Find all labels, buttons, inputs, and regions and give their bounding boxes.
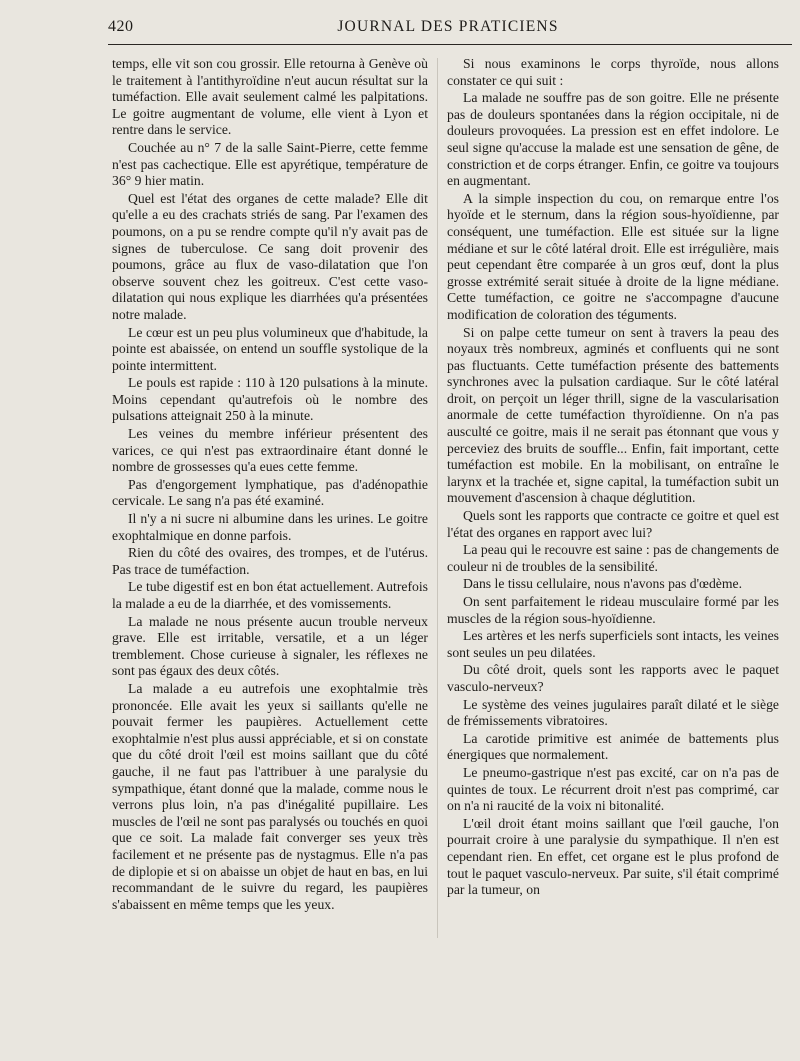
paragraph: La malade a eu autrefois une exophtalmie très prononcée. Elle avait les yeux si saillants qu'elle ne pouvait fermer les paupières. Actuellement cette exophtalmie n'est plus aussi appréciable, et si on constate que du côté droit l'œil est moins saillant que du côté gauche, il ne faut pas l'attribuer à une paralysie du sympathique, étant donné que la malade, comme nous le verrons plus loin, n'a pas d'inégalité pupillaire. Les muscles de l'œil ne sont pas paralysés ou touchés en quoi que ce soit. La malade fait converger ses yeux très facilement et ne présente pas de nystagmus. Elle n'a pas de diplopie et si on abaisse un objet de haut en bas, en lui recommandant de le suivre du regard, les paupières s'abaissent en même temps que les yeux. [112, 680, 428, 912]
paragraph: temps, elle vit son cou grossir. Elle retourna à Genève où le traitement à l'antithyroïdine n'eut aucun résultat sur la tuméfaction. Elle avait seulement calmé les palpitations. Le goitre augmentant de volume, elle vient à Lyon et rentre dans le service. [112, 56, 428, 138]
page-number: 420 [108, 18, 134, 35]
paragraph: Les artères et les nerfs superficiels sont intacts, les veines sont seules un peu dilatées. [447, 628, 779, 660]
paragraph: Le cœur est un peu plus volumineux que d'habitude, la pointe est abaissée, on entend un souffle systolique de la pointe intermittent. [112, 324, 428, 373]
paragraph: Rien du côté des ovaires, des trompes, et de l'utérus. Pas trace de tuméfaction. [112, 545, 428, 577]
left-column [112, 56, 428, 913]
paragraph: Le tube digestif est en bon état actuellement. Autrefois la malade a eu de la diarrhée, et des vomissements. [112, 579, 428, 611]
paragraph: Dans le tissu cellulaire, nous n'avons pas d'œdème. [463, 576, 743, 592]
journal-title: JOURNAL DES PRATICIENS [337, 18, 559, 35]
paragraph: Si nous examinons le corps thyroïde, nous allons constater ce qui suit : [447, 56, 779, 88]
paragraph: On sent parfaitement le rideau musculaire formé par les muscles de la région sous-hyoïdienne. [447, 594, 779, 626]
paragraph: Les veines du membre inférieur présentent des varices, ce qui n'est pas extraordinaire étant donné le nombre de grossesses qu'a eues cette femme. [112, 426, 428, 475]
paragraph: La carotide primitive est animée de battements plus énergiques que normalement. [447, 730, 779, 763]
paragraph: Quels sont les rapports que contracte ce goitre et quel est l'état des organes en rapport avec lui? [447, 508, 779, 540]
paragraph: Le pneumo-gastrique n'est pas excité, car on n'a pas de quintes de toux. Le récurrent droit n'est pas comprimé, car on n'a ni raucité de la voix ni bitonalité. [447, 764, 779, 814]
paragraph: Quel est l'état des organes de cette malade? Elle dit qu'elle a eu des crachats striés de sang. Par l'examen des poumons, on a pu se rendre compte qu'il n'y avait pas de signes de tuberculose. Ce sang doit provenir des poumons, grâce au flux de vaso-dilatation que l'on observe souvent chez les goitreux. C'est cette vaso-dilatation qui nous explique les diarrhées qu'a présentées notre malade. [112, 190, 428, 322]
header-rule [108, 44, 792, 45]
paragraph: La malade ne souffre pas de son goitre. Elle ne présente pas de douleurs spontanées dans la région occipitale, ni de douleurs provoquées. La pression est en effet indolore. Le seul signe qu'accuse la malade est une sensation de gêne, de constriction et de corps étranger. Enfin, ce goitre va toujours en augmentant. [447, 90, 779, 189]
running-header [108, 18, 788, 42]
paragraph: Si on palpe cette tumeur on sent à travers la peau des noyaux très nombreux, agminés et confluents qui ne sont pas fluctuants. Cette tuméfaction présente des battements synchrones avec la pulsation cardiaque. Sur le côté latéral droit, on perçoit un léger thrill, signe de la vascularisation anormale de cette tuméfaction thyroïdienne. On n'a pas ausculté ce goitre, mais il ne serait pas étonnant que vous y perceviez des bruits de souffle... Enfin, fait important, cette tuméfaction est mobile. En la mobilisant, on entraîne le larynx et la trachée et, signe capital, la tuméfaction subit un mouvement d'ascension à chaque déglutition. [447, 324, 779, 506]
paragraph: A la simple inspection du cou, on remarque entre l'os hyoïde et le sternum, dans la région sous-hyoïdienne, par conséquent, une tuméfaction. Elle est située sur la ligne médiane et sur le côté latéral droit. Elle est irrégulière, mais peut cependant être comparée à un gros œuf, dont la plus grosse extrémité serait située à droite de la ligne médiane. Cette tuméfaction, ce goitre ne s'accompagne d'aucune modification de coloration des téguments. [447, 190, 779, 322]
paragraph: Le pouls est rapide : 110 à 120 pulsations à la minute. Moins cependant qu'autrefois où le nombre des pulsations atteignait 250 à la minute. [112, 375, 428, 424]
paragraph: La malade ne nous présente aucun trouble nerveux grave. Elle est irritable, versatile, et a un léger tremblement. Chose curieuse à signaler, les réflexes ne sont pas égaux des deux côtés. [112, 613, 428, 679]
right-column [447, 56, 779, 899]
paragraph: Le système des veines jugulaires paraît dilaté et le siège de frémissements vibratoires. [447, 696, 779, 729]
paragraph: L'œil droit étant moins saillant que l'œil gauche, l'on pourrait croire à une paralysie du sympathique. Il n'en est cependant rien. En effet, cet organe est le plus profond de tout le paquet vasculo-nerveux. Par suite, s'il était comprimé par la tumeur, on [447, 815, 779, 898]
paragraph: Du côté droit, quels sont les rapports avec le paquet vasculo-nerveux? [447, 662, 779, 694]
paragraph: La peau qui le recouvre est saine : pas de changements de couleur ni de troubles de la sensibilité. [447, 542, 779, 574]
paragraph: Couchée au n° 7 de la salle Saint-Pierre, cette femme n'est pas cachectique. Elle est apyrétique, température de 36° 9 hier matin. [112, 139, 428, 189]
paragraph: Il n'y a ni sucre ni albumine dans les urines. Le goitre exophtalmique en donne parfois. [112, 511, 428, 543]
column-divider [437, 58, 438, 938]
paragraph: Pas d'engorgement lymphatique, pas d'adénopathie cervicale. Le sang n'a pas été examiné. [112, 476, 428, 509]
